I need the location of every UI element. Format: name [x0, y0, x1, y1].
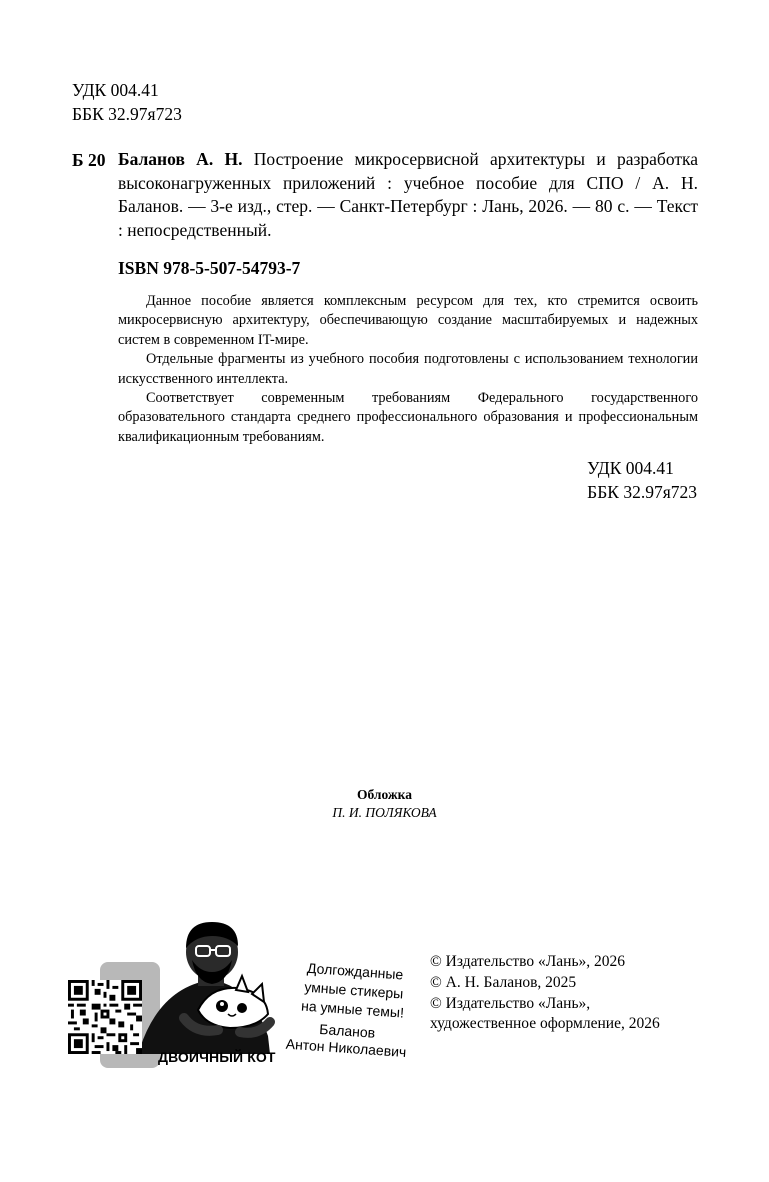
isbn: ISBN 978-5-507-54793-7: [118, 258, 301, 278]
slogan-line: умные стикеры: [303, 978, 404, 1002]
advert-slogan: [292, 958, 416, 1023]
bbk-code: ББК 32.97я723: [72, 104, 182, 124]
author-name: Баланов А. Н.: [118, 149, 243, 169]
sticker-advert: [66, 918, 416, 1068]
copyright-block: [430, 952, 660, 1035]
copyright-line: © Издательство «Лань»,: [430, 994, 591, 1012]
annotation: [118, 292, 698, 447]
bbk-code-bottom: ББК 32.97я723: [587, 482, 697, 502]
udk-code-bottom: УДК 004.41: [587, 458, 674, 478]
cover-designer: П. И. ПОЛЯКОВА: [332, 805, 437, 820]
slogan-line: на умные темы!: [300, 997, 405, 1021]
cover-credit: [0, 786, 769, 822]
copyright-line: художественное оформление, 2026: [430, 1015, 660, 1033]
udk-bbk-bottom: [587, 456, 697, 504]
annotation-paragraph-2: Отдельные фрагменты из учебного пособия подготовлены с использованием технологии искусственного интеллекта.: [118, 351, 698, 387]
annotation-paragraph-1: Данное пособие является комплексным ресурсом для тех, кто стремится освоить микросервисную архитектуру, обеспечивающую создание масштабируемых и надежных систем в современном IT-мире.: [118, 293, 698, 348]
qr-code-icon[interactable]: [68, 980, 142, 1054]
copyright-line: © Издательство «Лань», 2026: [430, 953, 626, 970]
advert-author-surname: Баланов: [318, 1020, 376, 1041]
udk-code: УДК 004.41: [72, 80, 159, 100]
advert-author-given-names: Антон Николаевич: [285, 1035, 407, 1061]
author-mark: Б 20: [72, 150, 106, 170]
copyright-line: © А. Н. Баланов, 2025: [430, 973, 577, 991]
bibliographic-description: [118, 148, 698, 242]
brand-name: ДВОИЧНЫЙ КОТ: [158, 1049, 276, 1065]
slogan-line: Долгожданные: [306, 959, 404, 983]
annotation-paragraph-3: Соответствует современным требованиям Федерального государственного образовательного стандарта среднего профессионального образования и профессиональным квалификационным требованиям.: [118, 390, 698, 445]
title-description: Построение микросервисной архитектуры и разработка высоконагруженных приложений : учебное пособие для СПО / А. Н. Баланов. — 3-е изд., стер. — Санкт-Петербург : Лань, 2026. — 80 с. — Текст : непосредственный.: [118, 149, 699, 240]
udk-bbk-top: [72, 78, 182, 126]
cover-label: Обложка: [356, 787, 412, 802]
